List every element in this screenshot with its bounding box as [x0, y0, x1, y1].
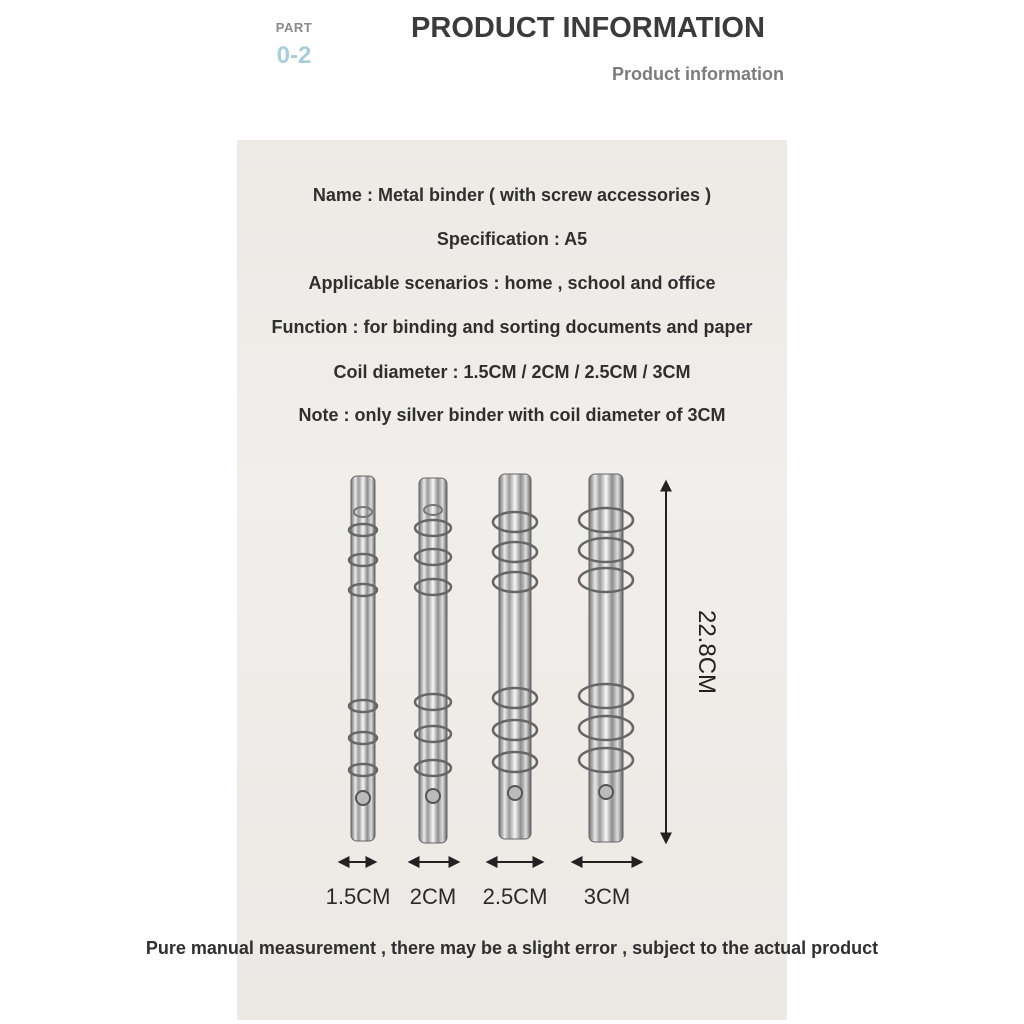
binder-3cm — [579, 474, 633, 842]
part-label: PART — [275, 20, 313, 35]
spec-function: Function : for binding and sorting documents and paper — [271, 317, 753, 337]
spec-coil-diameter: Coil diameter : 1.5CM / 2CM / 2.5CM / 3CM — [333, 362, 691, 382]
part-number: 0-2 — [276, 42, 312, 69]
size-label-1-5cm: 1.5CM — [325, 884, 391, 909]
binder-2cm — [415, 478, 451, 843]
length-label: 22.8CM — [693, 609, 720, 695]
page-subtitle: Product information — [612, 64, 784, 84]
spec-specification: Specification : A5 — [436, 229, 588, 249]
size-label-2cm: 2CM — [409, 884, 457, 909]
size-label-2-5cm: 2.5CM — [482, 884, 548, 909]
size-label-3cm: 3CM — [583, 884, 631, 909]
spec-scenarios: Applicable scenarios : home , school and office — [308, 273, 716, 293]
spec-note: Note : only silver binder with coil diameter of 3CM — [298, 405, 726, 425]
length-dimension-arrow — [666, 482, 720, 842]
binder-1-5cm — [349, 476, 377, 841]
binder-illustration — [237, 440, 787, 880]
footer-note: Pure manual measurement , there may be a slight error , subject to the actual product — [145, 938, 879, 958]
spec-name: Name : Metal binder ( with screw accessories ) — [312, 185, 712, 205]
binder-2-5cm — [493, 474, 537, 839]
page-title: PRODUCT INFORMATION — [411, 12, 765, 44]
